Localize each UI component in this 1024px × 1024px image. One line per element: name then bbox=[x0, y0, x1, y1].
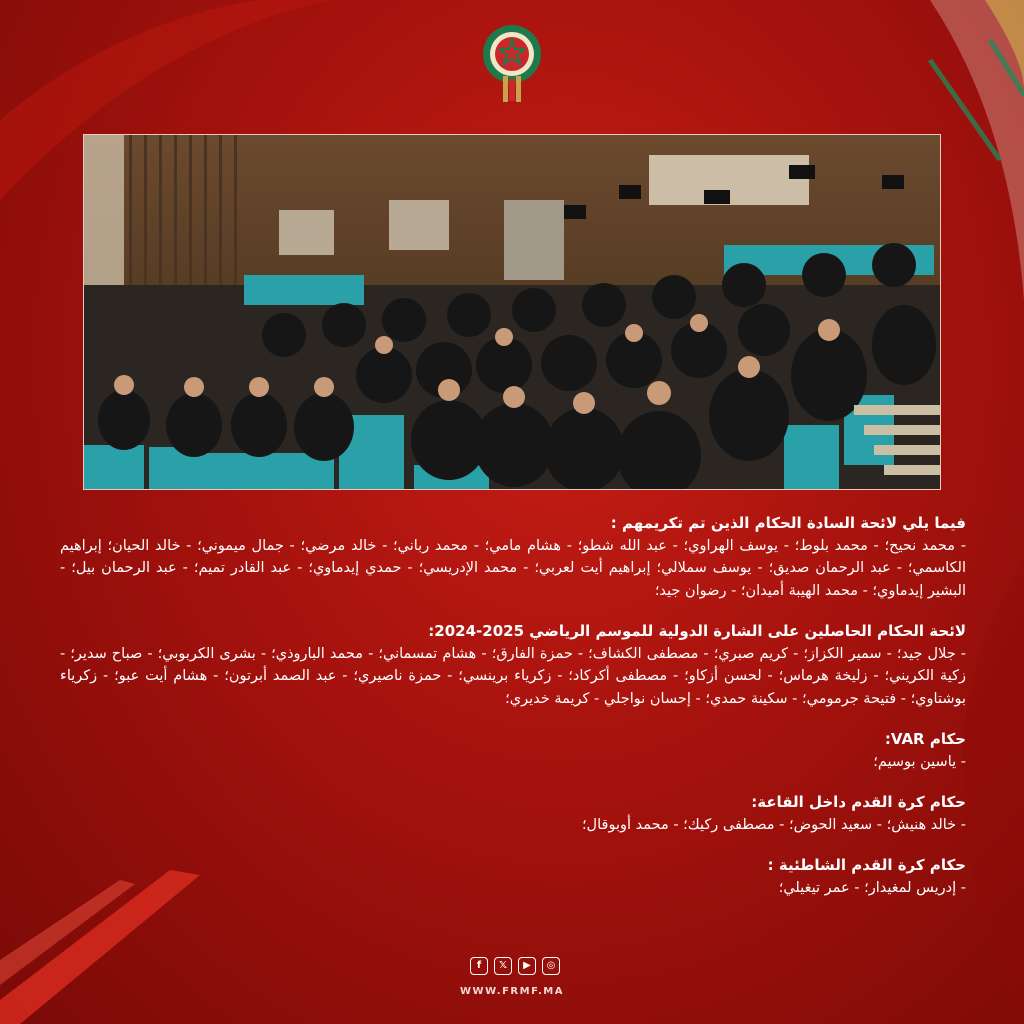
frmf-crest-icon bbox=[481, 24, 543, 104]
section-3-body: - ياسين بوسيم؛ bbox=[873, 753, 966, 770]
honorees-text bbox=[60, 512, 966, 899]
facebook-icon[interactable]: f bbox=[470, 957, 488, 975]
referees-seminar-photo bbox=[83, 134, 941, 490]
frmf-logo bbox=[481, 24, 543, 104]
section-4-title: حكام كرة القدم داخل القاعة: bbox=[751, 793, 966, 811]
section-5-title: حكام كرة القدم الشاطئية : bbox=[767, 856, 966, 874]
section-3-title: حكام VAR: bbox=[884, 730, 966, 748]
section-5-body: - إدريس لمغيدار؛ - عمر تيغيلي؛ bbox=[778, 879, 966, 896]
social-links bbox=[470, 957, 560, 975]
section-2-body: - جلال جيد؛ - سمير الكزاز؛ - كريم صبري؛ - مصطفى الكشاف؛ - حمزة الفارق؛ - هشام تمسماني؛ - محمد الباروذي؛ - بشرى الكربوبي؛ - صباح سدير؛ - زكية الكريني؛ - زليخة هرماس؛ - لحسن أزكاو؛ - مصطفى أكركاد؛ - زكرياء برينسي؛ - حمزة ناصيري؛ - عبد الصمد أبرتون؛ - هشام أيت عبو؛ - زكرياء بوشتاوي؛ - فتيحة جرمومي؛ - سكينة حمدي؛ - إحسان نواجلي - كريمة خديري؛ bbox=[60, 645, 966, 707]
youtube-icon[interactable]: ▶ bbox=[518, 957, 536, 975]
section-1-title: فيما يلي لائحة السادة الحكام الذين تم تكريمهم : bbox=[610, 514, 966, 532]
referees-seminar-photo-icon bbox=[84, 135, 941, 490]
website-url[interactable]: WWW.FRMF.MA bbox=[460, 986, 564, 997]
x-twitter-icon[interactable]: 𝕏 bbox=[494, 957, 512, 975]
instagram-icon[interactable]: ◎ bbox=[542, 957, 560, 975]
section-2-title: لائحة الحكام الحاصلين على الشارة الدولية للموسم الرياضي 2025-2024: bbox=[428, 622, 966, 640]
section-1-body: - محمد نحيح؛ - محمد بلوط؛ - يوسف الهراوي؛ - عبد الله شطو؛ - هشام مامي؛ - محمد رباني؛ - خالد مرضي؛ - جمال ميموني؛ - خالد الحيان؛ إبراهيم الكاسمي؛ - عبد الرحمان صديق؛ - يوسف سملالي؛ إبراهيم أيت لعربي؛ - محمد الإدريسي؛ - حمدي إيدماوي؛ - عبد القادر تميم؛ - عبد الرحمان بيل؛ - البشير إيدماوي؛ - محمد الهيبة أميدان؛ - رضوان جيد؛ bbox=[60, 537, 966, 599]
section-4-body: - خالد هنيش؛ - سعيد الحوض؛ - مصطفى ركيك؛ - محمد أوبوقال؛ bbox=[581, 816, 966, 833]
